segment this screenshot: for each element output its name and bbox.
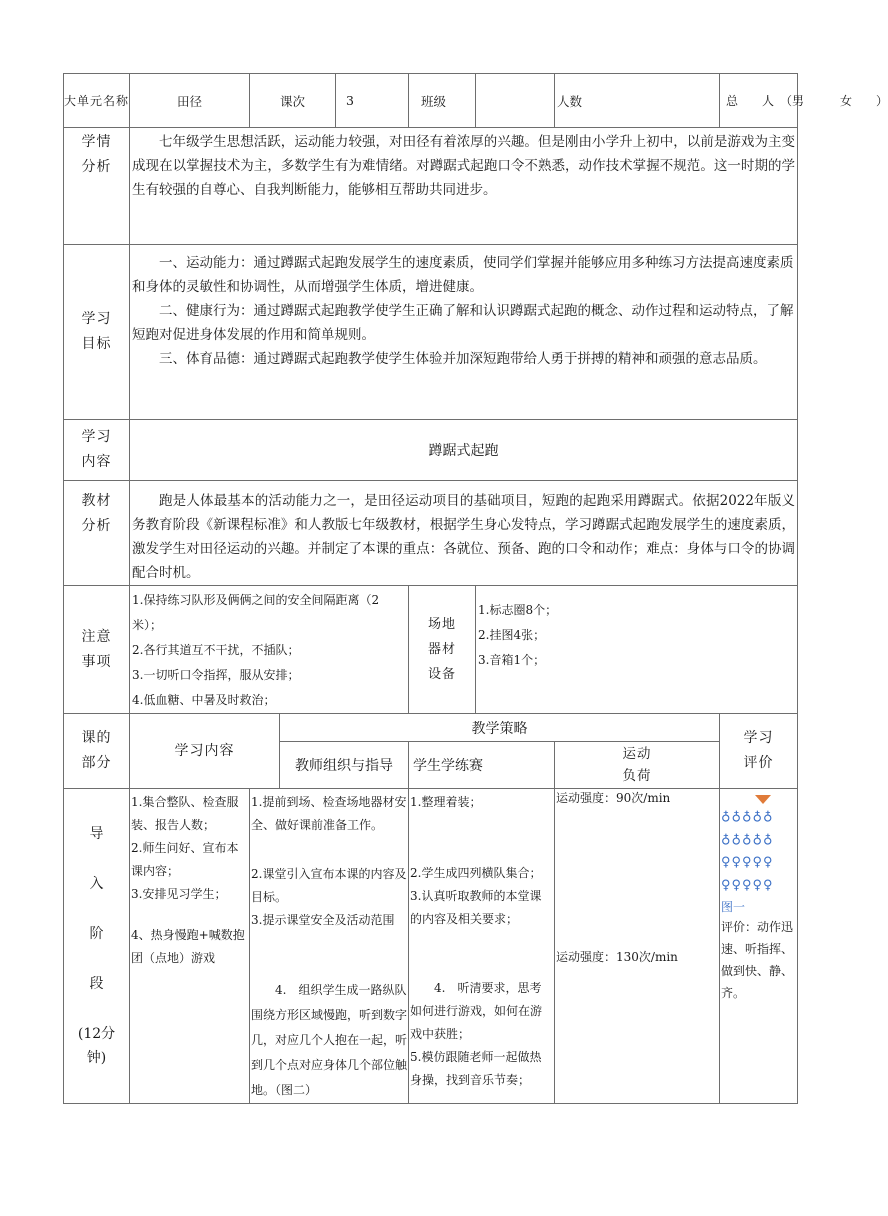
stage-char: 段	[89, 976, 104, 992]
notes-label: 注意事项	[64, 586, 130, 714]
intro-content-cell	[130, 789, 250, 1104]
lesson-value: 3	[336, 74, 409, 128]
equipment-label: 场地器材设备	[409, 586, 476, 714]
intro-content-item: 2.师生问好、宣布本课内容；	[131, 841, 239, 878]
objective-item: 二、健康行为：通过蹲踞式起跑教学使学生正确了解和认识蹲踞式起跑的概念、动作过程和运动特点，了解短跑对促进身体发展的作用和简单规则。	[132, 303, 794, 343]
student-formation-icon: ♀♀♀♀♀	[721, 878, 774, 893]
note-item: 2.各行其道互不干扰，不插队；	[132, 643, 300, 657]
intro-teacher-cell	[250, 789, 409, 1104]
lesson-plan-table	[63, 73, 888, 1104]
equipment-item: 2.挂图4张；	[478, 628, 546, 642]
student-step: 3.认真听取教师的本堂课的内容及相关要求；	[410, 889, 542, 926]
intro-content-item: 4、热身慢跑+喊数抱团（点地）游戏	[131, 928, 245, 965]
student-formation-icon: ♀♀♀♀♀	[721, 855, 774, 870]
material-text-cell	[130, 481, 798, 586]
load-value: 运动强度：90次/min	[556, 791, 671, 805]
strategy-header: 教学策略	[280, 714, 720, 742]
unit-name-label: 大单元名称	[64, 74, 130, 128]
content-header: 学习内容	[130, 714, 280, 789]
stage-duration: (12分钟)	[77, 1026, 116, 1066]
objective-item: 三、体育品德：通过蹲踞式起跑教学使学生体验并加深短跑带给人勇于拼搏的精神和顽强的意志品质。	[159, 351, 767, 367]
load-value: 运动强度：130次/min	[556, 950, 678, 964]
intro-eval-cell	[720, 789, 798, 1104]
material-text: 跑是人体最基本的活动能力之一，是田径运动项目的基础项目，短跑的起跑采用蹲踞式。依据2022年版义务教育阶段《新课程标准》和人教版七年级教材，根据学生身心发特点，学习蹲踞式起跑发展学生的速度素质，激发学生对田径运动的兴趣。并制定了本课的重点：各就位、预备、跑的口令和动作；难点：身体与口令的协调配合时机。	[132, 493, 796, 581]
figure-caption: 图一	[721, 900, 746, 914]
student-step: 2.学生成四列横队集合；	[410, 866, 542, 880]
note-item: 1.保持练习队形及俩俩之间的安全间隔距离（2米）；	[132, 593, 380, 632]
student-formation-icon: ♁♁♁♁♁	[721, 809, 774, 824]
eval-header: 学习评价	[720, 714, 798, 789]
intro-content-item: 3.安排见习学生；	[131, 887, 227, 901]
teacher-step: 2.课堂引入宣布本课的内容及目标。	[251, 867, 407, 904]
equipment-item: 1.标志圈8个；	[478, 603, 558, 617]
unit-name-value: 田径	[130, 74, 250, 128]
material-label: 教材分析	[64, 481, 130, 586]
stage-char: 入	[89, 876, 104, 892]
intro-content-item: 1.集合整队、检查服装、报告人数；	[131, 795, 239, 832]
stage-char: 阶	[89, 926, 104, 942]
analysis-text-cell	[130, 128, 798, 245]
teacher-step: 1.提前到场、检查场地器材安全、做好课前准备工作。	[251, 795, 407, 832]
eval-text: 评价：动作迅速、听指挥、做到快、静、齐。	[721, 920, 794, 1000]
student-step: 4. 听清要求，思考如何进行游戏，如何在游戏中获胜；	[410, 981, 543, 1041]
count-label: 人数	[555, 74, 720, 128]
content-value: 蹲踞式起跑	[130, 420, 798, 481]
objective-item: 一、运动能力：通过蹲踞式起跑发展学生的速度素质，使同学们掌握并能够应用多种练习方法提高速度素质和身体的灵敏性和协调性，从而增强学生体质，增进健康。	[132, 255, 794, 295]
class-value	[476, 74, 555, 128]
objectives-cell	[130, 245, 798, 420]
part-header: 课的部分	[64, 714, 130, 789]
analysis-text: 七年级学生思想活跃，运动能力较强，对田径有着浓厚的兴趣。但是刚由小学升上初中，以前是游戏为主变成现在以掌握技术为主，多数学生有为难情绪。对蹲踞式起跑口令不熟悉，动作技术掌握不规范。这一时期的学生有较强的自尊心、自我判断能力，能够相互帮助共同进步。	[132, 134, 796, 198]
teacher-header: 教师组织与指导	[280, 742, 409, 789]
lesson-label: 课次	[250, 74, 336, 128]
content-label: 学习内容	[64, 420, 130, 481]
objectives-label: 学习目标	[64, 245, 130, 420]
count-value: 总 人 （男 女 ）	[720, 74, 798, 128]
intro-student-cell	[409, 789, 555, 1104]
teacher-step: 3.提示课堂安全及活动范围	[251, 913, 395, 927]
student-step: 5.模仿跟随老师一起做热身操，找到音乐节奏；	[410, 1050, 542, 1087]
note-item: 3.一切听口令指挥，服从安排；	[132, 668, 300, 682]
class-label: 班级	[409, 74, 476, 128]
stage-char: 导	[89, 826, 104, 842]
student-step: 1.整理着装；	[410, 795, 482, 809]
student-header: 学生学练赛	[409, 742, 555, 789]
equipment-cell	[476, 586, 798, 714]
load-header: 运动负荷	[555, 742, 720, 789]
notes-cell	[130, 586, 409, 714]
teacher-step: 4. 组织学生成一路纵队围绕方形区域慢跑，听到数字几，对应几个人抱在一起，听到几个点对应身体几个部位触地。（图二）	[251, 983, 408, 1097]
analysis-label: 学情分析	[64, 128, 130, 245]
intro-stage-cell	[64, 789, 130, 1104]
teacher-position-marker-icon	[755, 795, 771, 804]
intro-load-cell	[555, 789, 720, 1104]
equipment-item: 3.音箱1个；	[478, 653, 546, 667]
note-item: 4.低血糖、中暑及时救治；	[132, 693, 276, 707]
student-formation-icon: ♁♁♁♁♁	[721, 832, 774, 847]
